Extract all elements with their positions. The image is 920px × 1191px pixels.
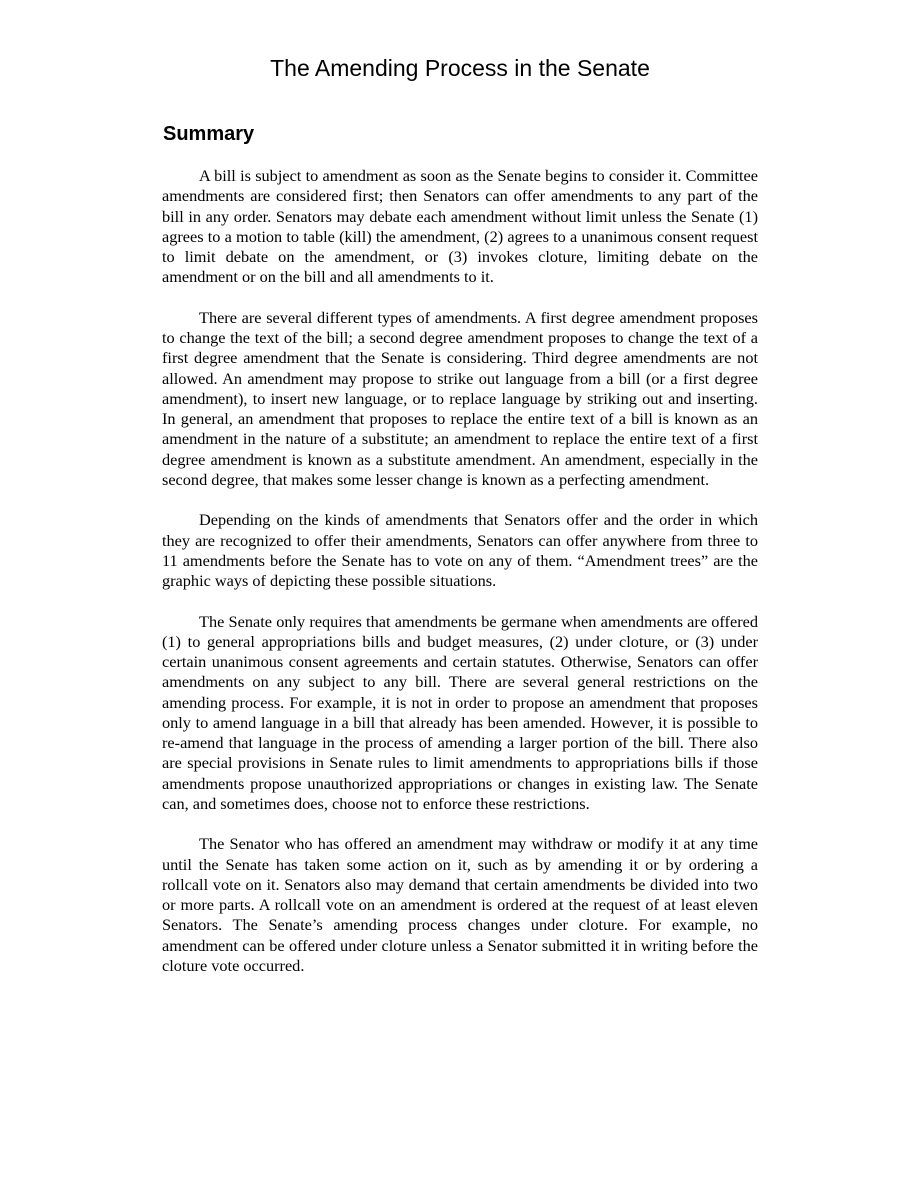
summary-body xyxy=(162,166,758,996)
paragraph-1: A bill is subject to amendment as soon as the Senate begins to consider it. Committee amendments are considered first; then Senators can offer amendments to any part of the bill in any order. Senators may debate each amendment without limit unless the Senate (1) agrees to a motion to table (kill) the amendment, (2) agrees to a unanimous consent request to limit debate on the amendment, or (3) invokes cloture, limiting debate on the amendment or on the bill and all amendments to it. xyxy=(162,166,758,287)
section-heading-summary: Summary xyxy=(163,123,255,145)
paragraph-4: The Senate only requires that amendments be germane when amendments are offered (1) to general appropriations bills and budget measures, (2) under cloture, or (3) under certain unanimous consent agreements and certain statutes. Otherwise, Senators can offer amendments on any subject to any bill. There are several general restrictions on the amending process. For example, it is not in order to propose an amendment that proposes only to amend language in a bill that already has been amended. However, it is possible to re-amend that language in the process of amending a larger portion of the bill. There also are special provisions in Senate rules to limit amendments to appropriations bills if those amendments propose unauthorized appropriations or changes in existing law. The Senate can, and sometimes does, choose not to enforce these restrictions. xyxy=(162,611,758,813)
paragraph-3: Depending on the kinds of amendments that Senators offer and the order in which they are recognized to offer their amendments, Senators can offer anywhere from three to 11 amendments before the Senate has to vote on any of them. “Amendment trees” are the graphic ways of depicting these possible situations. xyxy=(162,510,758,590)
page-title: The Amending Process in the Senate xyxy=(270,55,650,81)
paragraph-2: There are several different types of amendments. A first degree amendment proposes to change the text of the bill; a second degree amendment proposes to change the text of a first degree amendment that the Senate is considering. Third degree amendments are not allowed. An amendment may propose to strike out language from a bill (or a first degree amendment), to insert new language, or to replace language by striking out and inserting. In general, an amendment that proposes to replace the entire text of a bill is known as an amendment in the nature of a substitute; an amendment to replace the entire text of a first degree amendment is known as a substitute amendment. An amendment, especially in the second degree, that makes some lesser change is known as a perfecting amendment. xyxy=(162,307,758,489)
paragraph-5: The Senator who has offered an amendment may withdraw or modify it at any time until the Senate has taken some action on it, such as by amending it or by ordering a rollcall vote on it. Senators also may demand that certain amendments be divided into two or more parts. A rollcall vote on an amendment is ordered at the request of at least eleven Senators. The Senate’s amending process changes under cloture. For example, no amendment can be offered under cloture unless a Senator submitted it in writing before the cloture vote occurred. xyxy=(162,834,758,975)
